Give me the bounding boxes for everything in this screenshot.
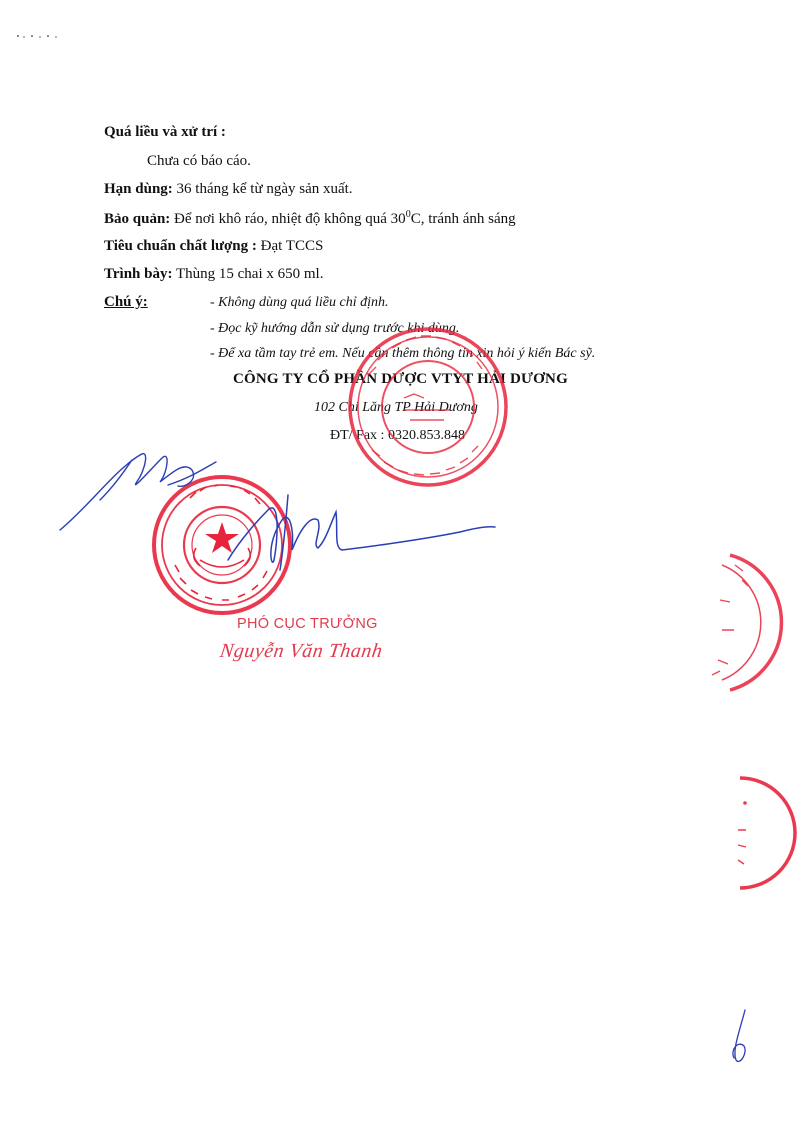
notes-label: Chú ý: [104,294,148,310]
note-item: - Không dùng quá liều chỉ định. [210,295,389,310]
note-item: - Đọc kỹ hướng dẫn sử dụng trước khi dùng. [210,321,460,336]
company-stamp [350,329,506,485]
storage-text: Để nơi khô ráo, nhiệt độ không quá 30 [174,211,406,227]
shelf-life-label: Hạn dùng: [104,181,173,197]
phone-label: ĐT/ Fax : [330,428,385,443]
initial-mark [733,1010,745,1061]
standard-label: Tiêu chuẩn chất lượng : [104,238,257,254]
overdose-text: Chưa có báo cáo. [147,153,251,169]
standard-text: Đạt TCCS [260,238,324,254]
star-icon [205,522,239,553]
company-address: 102 Chi Lăng TP Hải Dương [314,400,478,415]
shelf-life-text: 36 tháng kể từ ngày sản xuất. [176,181,353,197]
partial-stamp-right-lower [738,778,795,888]
company-name: CÔNG TY CỔ PHẦN DƯỢC VTYT HẢI DƯƠNG [233,371,568,387]
partial-stamp-right [712,555,781,690]
ministry-stamp [154,477,290,613]
presentation-label: Trình bày: [104,266,173,282]
official-name: Nguyễn Văn Thanh [218,640,385,662]
presentation-text: Thùng 15 chai x 650 ml. [175,266,324,282]
storage-text-end: C, tránh ánh sáng [410,211,516,227]
note-item: - Để xa tầm tay trẻ em. Nếu cần thêm thông tin xin hỏi ý kiến Bác sỹ. [210,346,596,361]
phone-number: 0320.853.848 [387,428,465,443]
storage-label: Bảo quản: [104,211,171,227]
storage-degree: 0 [405,209,411,220]
overdose-label: Quá liều và xử trí : [104,124,226,140]
official-title: PHÓ CỤC TRƯỞNG [237,616,378,632]
scan-speckles [17,35,57,38]
